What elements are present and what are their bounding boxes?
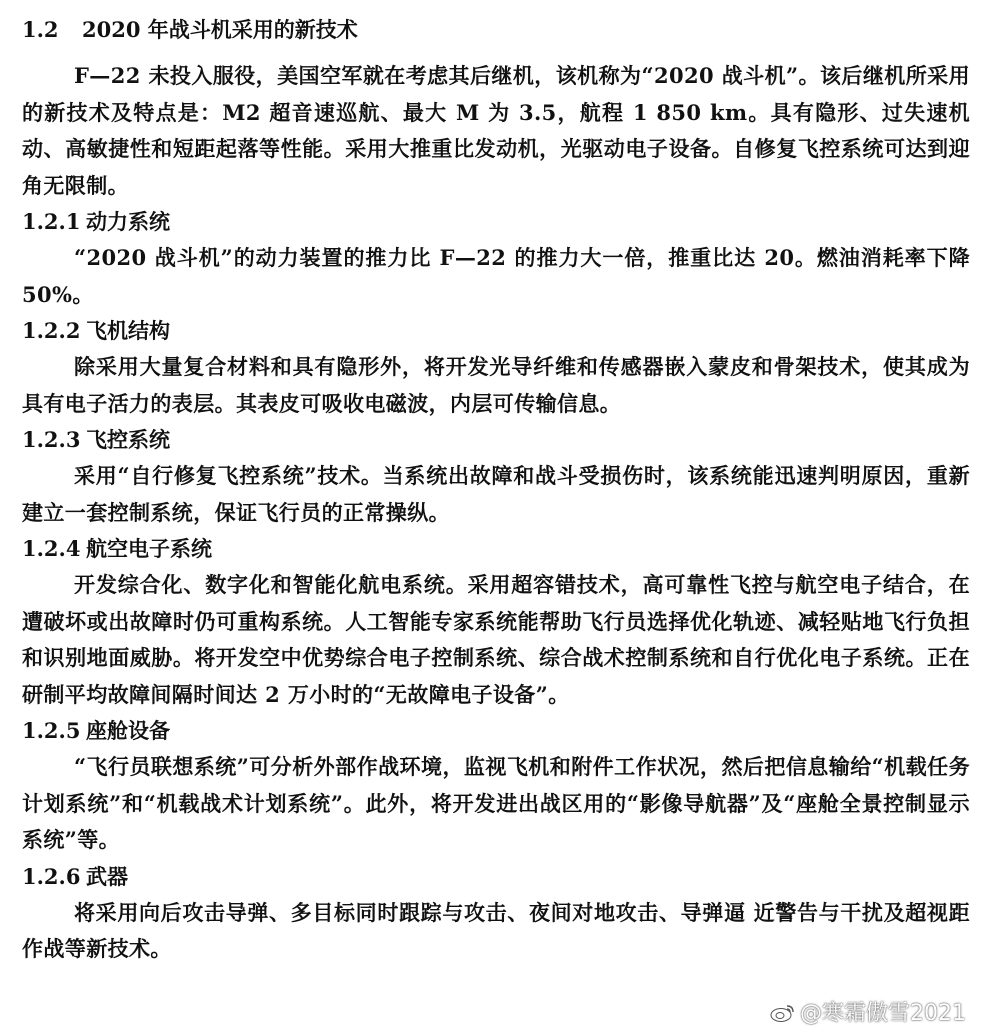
subsection-paragraph: “2020 战斗机”的动力装置的推力比 F—22 的推力大一倍，推重比达 20。燃油消耗率下降 50%。 (22, 245, 970, 307)
subsection-title: 飞机结构 (86, 318, 170, 343)
subsection-heading (22, 313, 972, 349)
subsection-number: 1.2.3 (22, 427, 81, 452)
watermark-text: @寒霜傲雪2021 (800, 1001, 966, 1026)
watermark (770, 996, 966, 1027)
subsection-number: 1.2.2 (22, 318, 81, 343)
subsection-paragraph: 除采用大量复合材料和具有隐形外，将开发光导纤维和传感器嵌入蒙皮和骨架技术，使其成为具有电子活力的表层。其表皮可吸收电磁波，内层可传输信息。 (22, 354, 970, 416)
section-intro: F—22 未投入服役，美国空军就在考虑其后继机，该机称为“2020 战斗机”。该后继机所采用的新技术及特点是：M2 超音速巡航、最大 M 为 3.5，航程 1 850 km。具有隐形、过失速机动、高敏捷性和短距起落等性能。采用大推重比发动机，光驱动电子设备。自修复飞控系统可达到迎角无限制。 (22, 63, 970, 198)
subsection-title: 动力系统 (86, 209, 170, 234)
section-title: 2020 年战斗机采用的新技术 (82, 17, 358, 42)
subsection-number: 1.2.4 (22, 536, 81, 561)
subsection-paragraph: “飞行员联想系统”可分析外部作战环境，监视飞机和附件工作状况，然后把信息输给“机载任务计划系统”和“机载战术计划系统”。此外，将开发进出战区用的“影像导航器”及“座舱全景控制显示系统”等。 (22, 754, 970, 852)
subsection-number: 1.2.5 (22, 718, 81, 743)
subsection-title: 座舱设备 (86, 718, 170, 743)
section-number: 1.2 (22, 17, 59, 42)
subsection-number: 1.2.1 (22, 209, 81, 234)
document-page (22, 12, 972, 968)
subsection-heading (22, 204, 972, 240)
subsection-title: 武器 (86, 863, 128, 889)
subsection-heading (22, 531, 972, 567)
subsection-title: 飞控系统 (86, 427, 170, 452)
subsection-paragraph: 采用“自行修复飞控系统”技术。当系统出故障和战斗受损伤时，该系统能迅速判明原因，重新建立一套控制系统，保证飞行员的正常操纵。 (22, 463, 970, 525)
subsection-heading (22, 859, 972, 895)
subsection-title: 航空电子系统 (86, 536, 212, 561)
subsection-paragraph: 开发综合化、数字化和智能化航电系统。采用超容错技术，高可靠性飞控与航空电子结合，在遭破坏或出故障时仍可重构系统。人工智能专家系统能帮助飞行员选择优化轨迹、减轻贴地飞行负担和识别地面威胁。将开发空中优势综合电子控制系统、综合战术控制系统和自行优化电子系统。正在研制平均故障间隔时间达 2 万小时的“无故障电子设备”。 (22, 572, 970, 707)
subsection-heading (22, 713, 972, 749)
section-heading (22, 12, 972, 58)
weibo-icon (770, 1003, 796, 1021)
subsection-paragraph: 将采用向后攻击导弹、多目标同时跟踪与攻击、夜间对地攻击、导弹逼 近警告与干扰及超视距作战等新技术。 (22, 899, 970, 961)
subsection-number: 1.2.6 (22, 863, 81, 889)
subsection-heading (22, 422, 972, 458)
